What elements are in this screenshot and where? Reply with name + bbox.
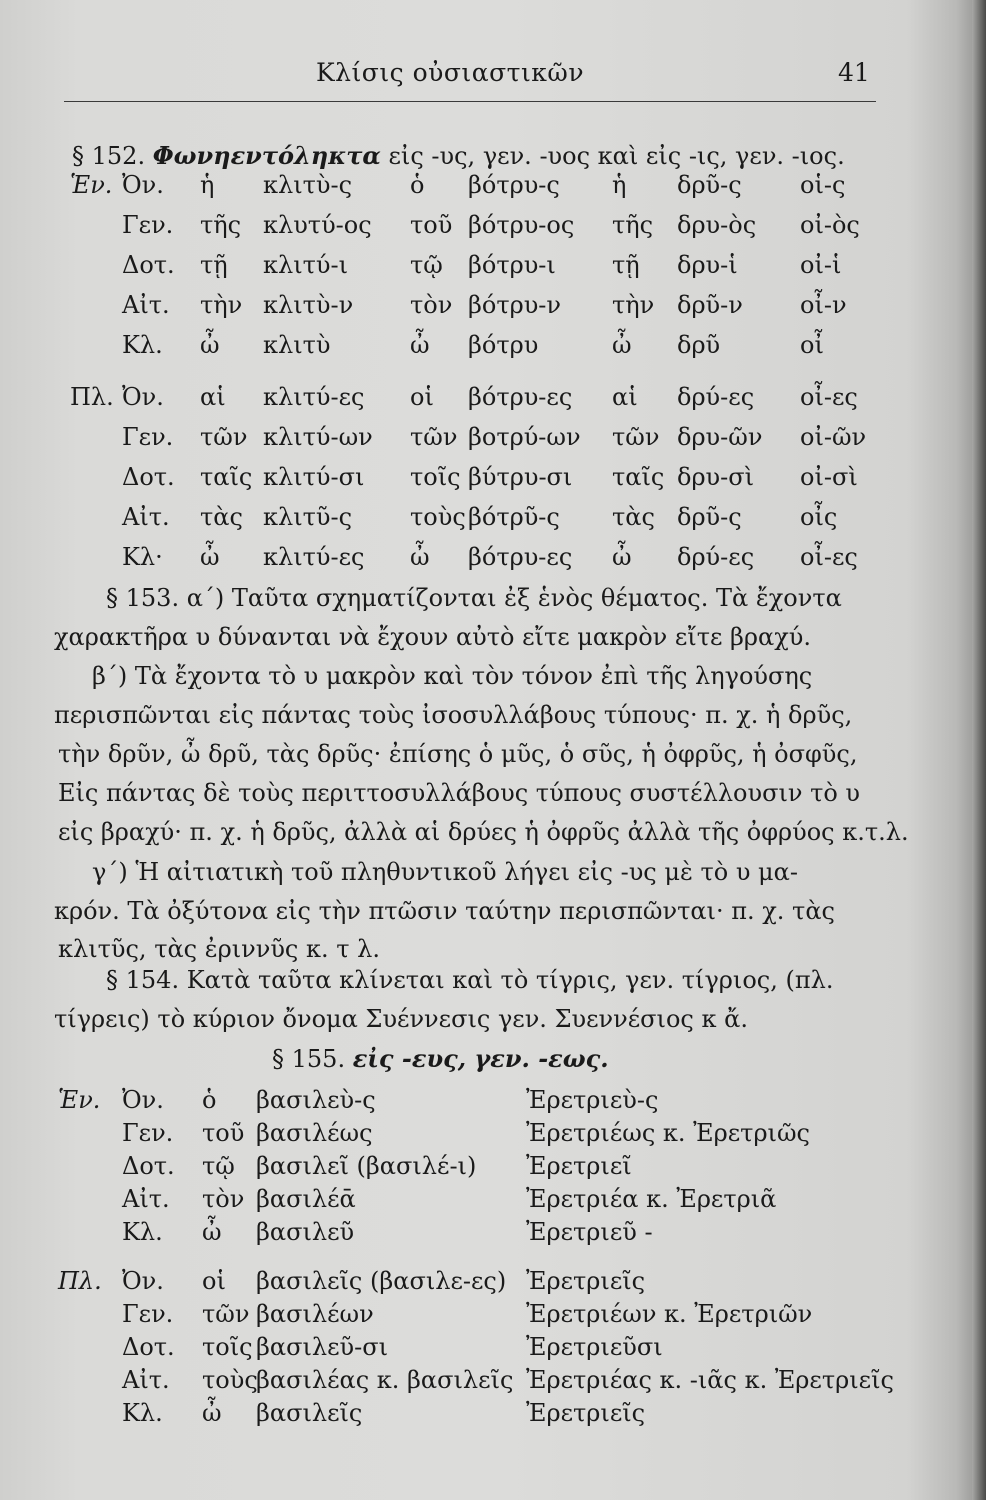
table-cell: τῆς: [612, 211, 654, 239]
page-number: 41: [838, 58, 870, 87]
text-line: γ΄) Ἡ αἰτιατικὴ τοῦ πληθυντικοῦ λήγει εἰς -υς μὲ τὸ υ μα-: [92, 858, 798, 886]
table-cell: Ἐρετριεῖς: [526, 1267, 646, 1295]
section-155-heading: [272, 1044, 609, 1074]
table-cell: βασιλεῖς: [256, 1399, 363, 1427]
table-cell: βασιλέας κ. βασιλεῖς: [256, 1366, 514, 1394]
table-cell: οἱ-ς: [800, 171, 846, 199]
table-cell: Ἐρετριεῖς: [526, 1399, 646, 1427]
table-cell: Κλ·: [122, 543, 163, 571]
table-cell: ὦ: [202, 1399, 222, 1427]
table-cell: Ἐρετριεῖ: [526, 1152, 632, 1180]
table-cell: τῆς: [200, 211, 242, 239]
running-header: Κλίσις οὐσιαστικῶν: [315, 58, 585, 87]
section-title: Φωνηεντόληκτα: [152, 141, 381, 170]
table-cell: Ἐρετριέων κ. Ἐρετριῶν: [526, 1300, 813, 1328]
table-cell: Κλ.: [122, 331, 163, 359]
text-line: § 153. α΄) Ταῦτα σχηματίζονται ἐξ ἑνὸς θέματος. Τὰ ἔχοντα: [106, 584, 842, 612]
text-line: τίγρεις) τὸ κύριον ὄνομα Συέννεσις γεν. Συεννέσιος κ ἄ.: [54, 1005, 748, 1033]
table-cell: Αἰτ.: [122, 1366, 170, 1394]
table-cell: τῷ: [410, 251, 443, 279]
section-subtitle: εἰς -ευς, γεν. -εως.: [352, 1044, 609, 1073]
table-cell: βότρυ-ν: [468, 291, 561, 319]
header-rule: [64, 101, 876, 102]
table-cell: ὁ: [202, 1086, 217, 1114]
table-cell: βασιλέᾱ: [256, 1185, 356, 1213]
text-line: κλιτῦς, τὰς ἐριννῦς κ. τ λ.: [58, 935, 380, 963]
table-cell: Ἐρετριεῦσι: [526, 1333, 663, 1361]
table-cell: αἱ: [200, 383, 226, 411]
section-subtitle: εἰς -υς, γεν. -υος καὶ εἰς -ις, γεν. -ιος.: [388, 142, 845, 170]
table-cell: Πλ.: [58, 1267, 102, 1295]
table-cell: ὦ: [200, 543, 220, 571]
table-cell: αἱ: [612, 383, 638, 411]
table-cell: βότρυ-ες: [468, 543, 573, 571]
table-cell: δρυ-σὶ: [677, 463, 755, 491]
table-cell: δρῦ-ν: [677, 291, 743, 319]
table-cell: οἰ-ἱ: [800, 251, 842, 279]
table-cell: βασιλεὺ-ς: [256, 1086, 376, 1114]
table-cell: τοῖς: [410, 463, 461, 491]
table-cell: ἡ: [612, 171, 627, 199]
text-line: Εἰς πάντας δὲ τοὺς περιττοσυλλάβους τύπους συστέλλουσιν τὸ υ: [58, 779, 861, 807]
table-cell: δρυ-ἱ: [677, 251, 738, 279]
table-cell: ἡ: [200, 171, 215, 199]
table-cell: δρύ-ες: [677, 383, 755, 411]
table-cell: τῶν: [200, 423, 248, 451]
table-cell: δρῦ-ς: [677, 171, 742, 199]
table-cell: τοὺς: [410, 503, 466, 531]
table-cell: οἶς: [800, 503, 838, 531]
table-cell: δρῦ: [677, 331, 721, 359]
text-line: περισπῶνται εἰς πάντας τοὺς ἰσοσυλλάβους τύπους· π. χ. ἡ δρῦς,: [54, 701, 853, 729]
table-cell: Ἐρετριέα κ. Ἐρετριᾶ: [526, 1185, 777, 1213]
table-cell: τοὺς: [202, 1366, 258, 1394]
section-number: § 155.: [272, 1045, 346, 1073]
table-cell: Ὀν.: [122, 1267, 164, 1295]
table-cell: Ἐρετριέως κ. Ἐρετριῶς: [526, 1119, 810, 1147]
table-cell: τῶν: [410, 423, 458, 451]
table-cell: βοτρύ-ων: [468, 423, 581, 451]
table-cell: βότρυ-ι: [468, 251, 556, 279]
table-cell: Γεν.: [122, 211, 174, 239]
table-cell: δρυ-ῶν: [677, 423, 763, 451]
table-cell: Δοτ.: [122, 1333, 175, 1361]
table-cell: βότρυ-ος: [468, 211, 575, 239]
table-cell: βότρυ-ες: [468, 383, 573, 411]
table-cell: ταῖς: [612, 463, 665, 491]
table-cell: τὴν: [612, 291, 655, 319]
table-cell: οἰ-σὶ: [800, 463, 858, 491]
table-cell: τῇ: [612, 251, 640, 279]
table-cell: Γεν.: [122, 1119, 174, 1147]
text-line: § 154. Κατὰ ταῦτα κλίνεται καὶ τὸ τίγρις, γεν. τίγριος, (πλ.: [106, 966, 834, 994]
table-cell: τῶν: [612, 423, 660, 451]
table-cell: Ἐρετριεῦ -: [526, 1218, 653, 1246]
table-cell: τῇ: [200, 251, 228, 279]
table-cell: κλιτύ-ες: [263, 383, 365, 411]
table-cell: κλιτὺ-ς: [263, 171, 353, 199]
table-cell: οἱ: [202, 1267, 226, 1295]
text-line: τὴν δρῦν, ὦ δρῦ, τὰς δρῦς· ἐπίσης ὁ μῦς, ὁ σῦς, ἡ ὀφρῦς, ἡ ὀσφῦς,: [58, 740, 858, 768]
table-cell: ὦ: [612, 331, 632, 359]
table-cell: ὦ: [200, 331, 220, 359]
table-cell: Ὀν.: [122, 383, 164, 411]
table-cell: βασιλέων: [256, 1300, 374, 1328]
table-cell: κλιτύ-σι: [263, 463, 365, 491]
table-cell: βασιλεῖ (βασιλέ-ι): [256, 1152, 477, 1180]
table-cell: βασιλεῦ-σι: [256, 1333, 389, 1361]
table-cell: δρῦ-ς: [677, 503, 742, 531]
table-cell: Αἰτ.: [122, 503, 170, 531]
table-cell: Πλ.: [70, 383, 114, 411]
table-cell: Κλ.: [122, 1399, 163, 1427]
section-number: § 152.: [72, 142, 146, 170]
table-cell: οἶ-ν: [800, 291, 847, 319]
table-cell: ταῖς: [200, 463, 253, 491]
table-cell: ὦ: [410, 331, 430, 359]
table-cell: Κλ.: [122, 1218, 163, 1246]
table-cell: Ἐρετριεὺ-ς: [526, 1086, 659, 1114]
table-cell: βασιλεῦ: [256, 1218, 355, 1246]
table-cell: κλιτύ-ες: [263, 543, 365, 571]
table-cell: κλιτῦ-ς: [263, 503, 353, 531]
table-cell: βότρῦ-ς: [468, 503, 560, 531]
text-line: εἰς βραχύ· π. χ. ἡ δρῦς, ἀλλὰ αἱ δρύες ἡ ὀφρῦς ἀλλὰ τῆς ὀφρύος κ.τ.λ.: [58, 818, 909, 846]
text-line: κρόν. Τὰ ὀξύτονα εἰς τὴν πτῶσιν ταύτην περισπῶνται· π. χ. τὰς: [54, 897, 835, 925]
table-cell: Αἰτ.: [122, 291, 170, 319]
page-edge: [972, 0, 986, 1500]
table-cell: οἶ-ες: [800, 383, 858, 411]
table-cell: τῷ: [202, 1152, 235, 1180]
table-cell: δρυ-ὸς: [677, 211, 757, 239]
table-cell: κλιτύ-ων: [263, 423, 373, 451]
table-cell: Ἐρετριέας κ. -ιᾶς κ. Ἐρετριεῖς: [526, 1366, 894, 1394]
table-cell: οἰ-ῶν: [800, 423, 867, 451]
table-cell: κλιτύ-ι: [263, 251, 349, 279]
table-cell: Δοτ.: [122, 1152, 175, 1180]
table-cell: βότρυ-ς: [468, 171, 560, 199]
section-152-heading: [72, 141, 845, 171]
table-cell: τὴν: [200, 291, 243, 319]
text-line: β΄) Τὰ ἔχοντα τὸ υ μακρὸν καὶ τὸν τόνον ἐπὶ τῆς ληγούσης: [92, 662, 813, 690]
table-cell: Γεν.: [122, 1300, 174, 1328]
table-cell: τὰς: [612, 503, 655, 531]
text-line: χαρακτῆρα υ δύνανται νὰ ἔχουν αὐτὸ εἴτε μακρὸν εἴτε βραχύ.: [54, 623, 811, 651]
table-cell: οἶ: [800, 331, 824, 359]
table-cell: οἶ-ες: [800, 543, 858, 571]
table-cell: τῶν: [202, 1300, 250, 1328]
table-cell: ὦ: [202, 1218, 222, 1246]
table-cell: ὦ: [612, 543, 632, 571]
table-cell: κλιτὺ: [263, 331, 331, 359]
table-cell: Αἰτ.: [122, 1185, 170, 1213]
table-cell: βύτρυ-σι: [468, 463, 573, 491]
table-cell: τὸν: [410, 291, 453, 319]
table-cell: τοῦ: [202, 1119, 245, 1147]
table-cell: Γεν.: [122, 423, 174, 451]
table-cell: κλυτύ-ος: [263, 211, 372, 239]
table-cell: τοῖς: [202, 1333, 253, 1361]
table-cell: τὸν: [202, 1185, 245, 1213]
table-cell: Ἑν.: [70, 171, 113, 199]
table-cell: Δοτ.: [122, 251, 175, 279]
table-cell: βασιλεῖς (βασιλε-ες): [256, 1267, 507, 1295]
table-cell: βασιλέως: [256, 1119, 373, 1147]
table-cell: οἰ-ὸς: [800, 211, 860, 239]
table-cell: Δοτ.: [122, 463, 175, 491]
table-cell: Ὀν.: [122, 1086, 164, 1114]
table-cell: Ἑν.: [58, 1086, 101, 1114]
table-cell: ὦ: [410, 543, 430, 571]
table-cell: ὁ: [410, 171, 425, 199]
table-cell: κλιτὺ-ν: [263, 291, 354, 319]
table-cell: δρύ-ες: [677, 543, 755, 571]
table-cell: Ὀν.: [122, 171, 164, 199]
table-cell: τοῦ: [410, 211, 453, 239]
table-cell: οἱ: [410, 383, 434, 411]
table-cell: τὰς: [200, 503, 243, 531]
table-cell: βότρυ: [468, 331, 539, 359]
